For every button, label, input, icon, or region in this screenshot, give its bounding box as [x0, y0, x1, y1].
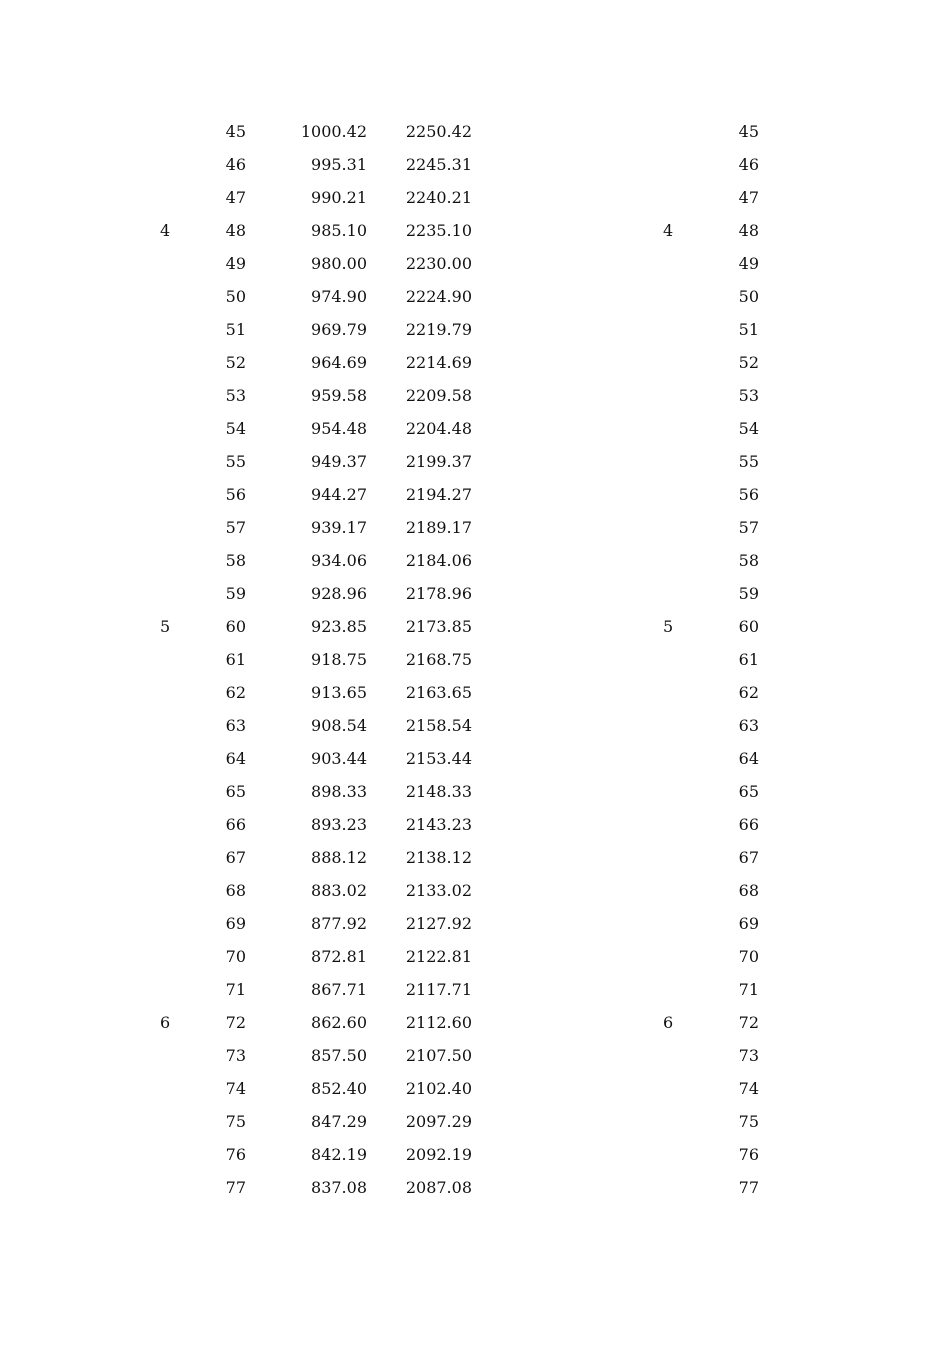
month-cell: 62 [225, 683, 246, 702]
month-cell-right: 62 [738, 683, 759, 702]
value-a-cell: 934.06 [311, 551, 367, 570]
value-a-cell: 990.21 [311, 188, 367, 207]
value-b-cell: 2214.69 [405, 353, 472, 372]
month-cell: 45 [225, 122, 246, 141]
value-b-cell: 2158.54 [405, 716, 472, 735]
month-cell: 76 [225, 1145, 246, 1164]
month-cell: 68 [225, 881, 246, 900]
table-row [0, 280, 950, 313]
value-b-cell: 2102.40 [405, 1079, 472, 1098]
value-b-cell: 2153.44 [405, 749, 472, 768]
month-cell: 49 [225, 254, 246, 273]
month-cell-right: 68 [738, 881, 759, 900]
month-cell: 63 [225, 716, 246, 735]
month-cell-right: 49 [738, 254, 759, 273]
month-cell: 64 [225, 749, 246, 768]
month-cell-right: 70 [738, 947, 759, 966]
month-cell: 73 [225, 1046, 246, 1065]
month-cell: 75 [225, 1112, 246, 1131]
month-cell: 65 [225, 782, 246, 801]
month-cell: 61 [225, 650, 246, 669]
table-row [0, 313, 950, 346]
year-cell-right: 4 [663, 221, 674, 240]
month-cell-right: 75 [738, 1112, 759, 1131]
month-cell: 54 [225, 419, 246, 438]
year-cell-right: 5 [663, 617, 674, 636]
table-row [0, 247, 950, 280]
year-cell-right: 6 [663, 1013, 674, 1032]
table-row [0, 1171, 950, 1204]
month-cell: 77 [225, 1178, 246, 1197]
value-b-cell: 2230.00 [405, 254, 472, 273]
value-a-cell: 862.60 [311, 1013, 367, 1032]
table-row [0, 379, 950, 412]
month-cell-right: 55 [738, 452, 759, 471]
value-a-cell: 883.02 [311, 881, 367, 900]
value-a-cell: 888.12 [311, 848, 367, 867]
value-b-cell: 2112.60 [405, 1013, 472, 1032]
value-b-cell: 2117.71 [405, 980, 472, 999]
month-cell: 46 [225, 155, 246, 174]
month-cell-right: 56 [738, 485, 759, 504]
table-row [0, 808, 950, 841]
month-cell-right: 58 [738, 551, 759, 570]
table-row [0, 1039, 950, 1072]
month-cell: 67 [225, 848, 246, 867]
value-b-cell: 2204.48 [405, 419, 472, 438]
month-cell-right: 48 [738, 221, 759, 240]
month-cell: 52 [225, 353, 246, 372]
table-row [0, 346, 950, 379]
table-row [0, 148, 950, 181]
month-cell: 59 [225, 584, 246, 603]
table-row [0, 907, 950, 940]
month-cell: 55 [225, 452, 246, 471]
value-b-cell: 2209.58 [405, 386, 472, 405]
value-a-cell: 939.17 [311, 518, 367, 537]
value-a-cell: 908.54 [311, 716, 367, 735]
month-cell: 71 [225, 980, 246, 999]
year-cell: 4 [160, 221, 171, 240]
value-a-cell: 893.23 [311, 815, 367, 834]
table-row [0, 115, 950, 148]
table-row [0, 775, 950, 808]
month-cell-right: 59 [738, 584, 759, 603]
month-cell: 72 [225, 1013, 246, 1032]
value-a-cell: 852.40 [311, 1079, 367, 1098]
month-cell-right: 45 [738, 122, 759, 141]
table-row [0, 973, 950, 1006]
value-b-cell: 2189.17 [405, 518, 472, 537]
value-b-cell: 2087.08 [405, 1178, 472, 1197]
month-cell-right: 76 [738, 1145, 759, 1164]
value-a-cell: 985.10 [311, 221, 367, 240]
month-cell-right: 71 [738, 980, 759, 999]
month-cell: 70 [225, 947, 246, 966]
month-cell-right: 53 [738, 386, 759, 405]
value-b-cell: 2245.31 [405, 155, 472, 174]
month-cell: 51 [225, 320, 246, 339]
value-b-cell: 2107.50 [405, 1046, 472, 1065]
month-cell-right: 65 [738, 782, 759, 801]
value-a-cell: 995.31 [311, 155, 367, 174]
table-row [0, 841, 950, 874]
table-row [0, 412, 950, 445]
value-a-cell: 969.79 [311, 320, 367, 339]
month-cell: 74 [225, 1079, 246, 1098]
value-b-cell: 2184.06 [405, 551, 472, 570]
value-a-cell: 837.08 [311, 1178, 367, 1197]
table-row [0, 643, 950, 676]
month-cell-right: 72 [738, 1013, 759, 1032]
month-cell: 48 [225, 221, 246, 240]
value-a-cell: 842.19 [311, 1145, 367, 1164]
value-a-cell: 872.81 [311, 947, 367, 966]
month-cell-right: 54 [738, 419, 759, 438]
month-cell-right: 51 [738, 320, 759, 339]
month-cell-right: 52 [738, 353, 759, 372]
month-cell-right: 64 [738, 749, 759, 768]
table-row [0, 676, 950, 709]
table-row [0, 874, 950, 907]
value-b-cell: 2163.65 [405, 683, 472, 702]
value-b-cell: 2224.90 [405, 287, 472, 306]
value-b-cell: 2168.75 [405, 650, 472, 669]
value-b-cell: 2219.79 [405, 320, 472, 339]
month-cell-right: 77 [738, 1178, 759, 1197]
value-a-cell: 877.92 [311, 914, 367, 933]
value-a-cell: 949.37 [311, 452, 367, 471]
month-cell-right: 66 [738, 815, 759, 834]
month-cell-right: 50 [738, 287, 759, 306]
value-b-cell: 2097.29 [405, 1112, 472, 1131]
value-a-cell: 857.50 [311, 1046, 367, 1065]
value-b-cell: 2133.02 [405, 881, 472, 900]
value-b-cell: 2092.19 [405, 1145, 472, 1164]
value-b-cell: 2199.37 [405, 452, 472, 471]
value-a-cell: 923.85 [311, 617, 367, 636]
value-b-cell: 2148.33 [405, 782, 472, 801]
value-b-cell: 2173.85 [405, 617, 472, 636]
month-cell: 57 [225, 518, 246, 537]
table-row [0, 478, 950, 511]
table-row [0, 511, 950, 544]
value-b-cell: 2127.92 [405, 914, 472, 933]
month-cell-right: 74 [738, 1079, 759, 1098]
value-a-cell: 928.96 [311, 584, 367, 603]
table-row [0, 214, 950, 247]
month-cell-right: 61 [738, 650, 759, 669]
year-cell: 5 [160, 617, 171, 636]
month-cell: 56 [225, 485, 246, 504]
month-cell: 69 [225, 914, 246, 933]
month-cell-right: 67 [738, 848, 759, 867]
table-row [0, 577, 950, 610]
value-a-cell: 918.75 [311, 650, 367, 669]
value-a-cell: 1000.42 [300, 122, 367, 141]
table-row [0, 1105, 950, 1138]
month-cell-right: 69 [738, 914, 759, 933]
month-cell-right: 60 [738, 617, 759, 636]
value-b-cell: 2250.42 [405, 122, 472, 141]
value-a-cell: 954.48 [311, 419, 367, 438]
month-cell-right: 63 [738, 716, 759, 735]
table-row [0, 742, 950, 775]
value-b-cell: 2235.10 [405, 221, 472, 240]
month-cell: 66 [225, 815, 246, 834]
value-a-cell: 959.58 [311, 386, 367, 405]
value-b-cell: 2143.23 [405, 815, 472, 834]
month-cell-right: 73 [738, 1046, 759, 1065]
value-a-cell: 980.00 [311, 254, 367, 273]
table-row [0, 1138, 950, 1171]
value-a-cell: 847.29 [311, 1112, 367, 1131]
table-row [0, 610, 950, 643]
value-a-cell: 944.27 [311, 485, 367, 504]
month-cell: 47 [225, 188, 246, 207]
value-a-cell: 913.65 [311, 683, 367, 702]
month-cell-right: 46 [738, 155, 759, 174]
month-cell-right: 47 [738, 188, 759, 207]
value-a-cell: 903.44 [311, 749, 367, 768]
month-cell: 50 [225, 287, 246, 306]
table-row [0, 940, 950, 973]
month-cell: 60 [225, 617, 246, 636]
value-a-cell: 898.33 [311, 782, 367, 801]
table-row [0, 181, 950, 214]
value-a-cell: 974.90 [311, 287, 367, 306]
value-b-cell: 2240.21 [405, 188, 472, 207]
month-cell: 53 [225, 386, 246, 405]
value-a-cell: 867.71 [311, 980, 367, 999]
table-row [0, 445, 950, 478]
value-b-cell: 2178.96 [405, 584, 472, 603]
table-row [0, 544, 950, 577]
month-cell: 58 [225, 551, 246, 570]
value-b-cell: 2194.27 [405, 485, 472, 504]
table-row [0, 709, 950, 742]
table-row [0, 1072, 950, 1105]
year-cell: 6 [160, 1013, 171, 1032]
value-a-cell: 964.69 [311, 353, 367, 372]
month-cell-right: 57 [738, 518, 759, 537]
value-b-cell: 2138.12 [405, 848, 472, 867]
table-row [0, 1006, 950, 1039]
value-b-cell: 2122.81 [405, 947, 472, 966]
